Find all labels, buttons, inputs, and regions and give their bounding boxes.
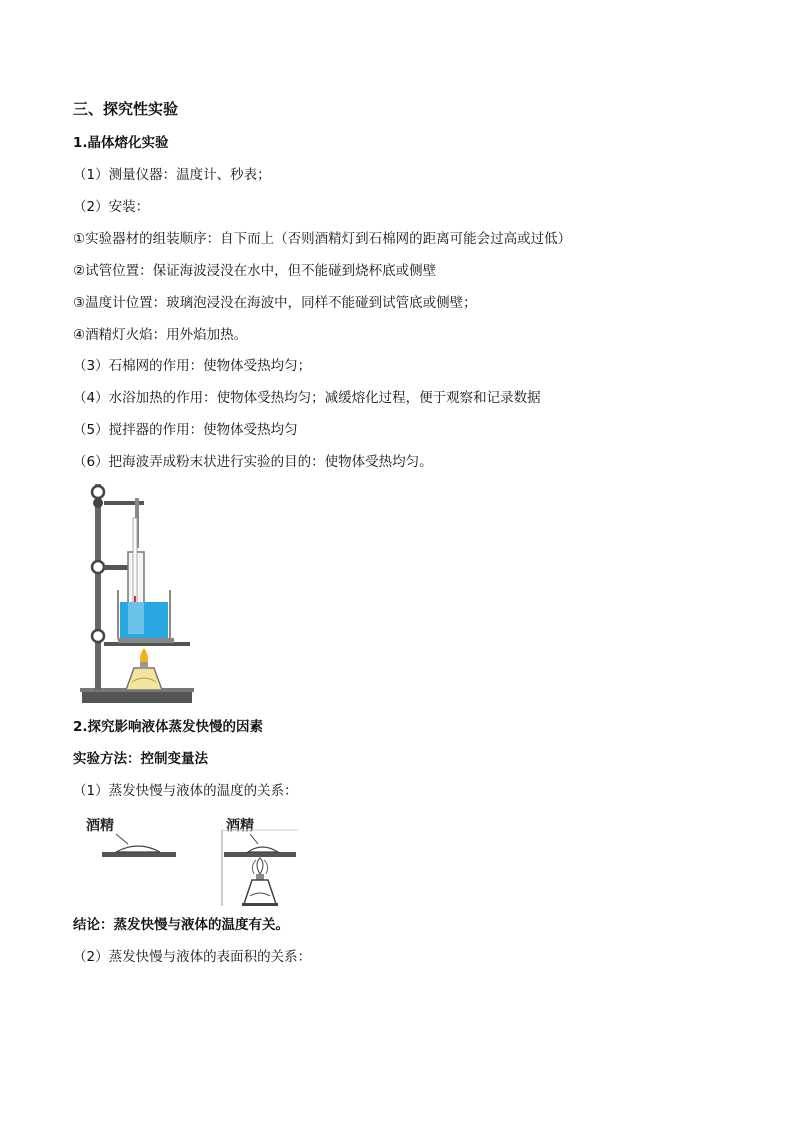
evaporation-figure-unheated bbox=[80, 812, 180, 872]
exp2-method bbox=[73, 750, 208, 768]
evaporation-figure-heated bbox=[220, 812, 300, 908]
figure-label-left: 酒精 bbox=[86, 818, 114, 834]
section-title: 三、探究性实验 bbox=[73, 100, 179, 118]
exp1-item-8: （4）水浴加热的作用：使物体受热均匀；减缓熔化过程，便于观察和记录数据 bbox=[73, 390, 541, 406]
exp1-item-5: ③温度计位置：玻璃泡浸没在海波中，同样不能碰到试管底或侧壁； bbox=[73, 295, 477, 311]
exp1-item-3: ①实验器材的组装顺序：自下而上（否则酒精灯到石棉网的距离可能会过高或过低） bbox=[73, 231, 572, 247]
experiment-2-title: 2.探究影响液体蒸发快慢的因素 bbox=[73, 719, 264, 735]
exp1-item-9: （5）搅拌器的作用：使物体受热均匀 bbox=[73, 422, 298, 438]
figure-label-right: 酒精 bbox=[226, 818, 254, 834]
exp1-item-4: ②试管位置：保证海波浸没在水中，但不能碰到烧杯底或侧壁 bbox=[73, 263, 437, 279]
exp2-item-2: （2）蒸发快慢与液体的表面积的关系： bbox=[73, 949, 312, 965]
exp1-item-6: ④酒精灯火焰：用外焰加热。 bbox=[73, 327, 248, 343]
exp1-item-7: （3）石棉网的作用：使物体受热均匀； bbox=[73, 358, 312, 374]
exp1-item-1: （1）测量仪器：温度计、秒表； bbox=[73, 167, 271, 183]
experiment-1-title: 1.晶体熔化实验 bbox=[73, 135, 169, 151]
exp1-item-10: （6）把海波弄成粉末状进行实验的目的：使物体受热均匀。 bbox=[73, 454, 433, 470]
exp2-conclusion: 结论：蒸发快慢与液体的温度有关。 bbox=[73, 917, 289, 933]
exp2-item-1: （1）蒸发快慢与液体的温度的关系： bbox=[73, 783, 298, 799]
melting-apparatus-figure bbox=[80, 478, 195, 708]
method-label: 实验方法：控制变量法 bbox=[73, 751, 208, 767]
exp1-item-2: （2）安装： bbox=[73, 199, 150, 215]
